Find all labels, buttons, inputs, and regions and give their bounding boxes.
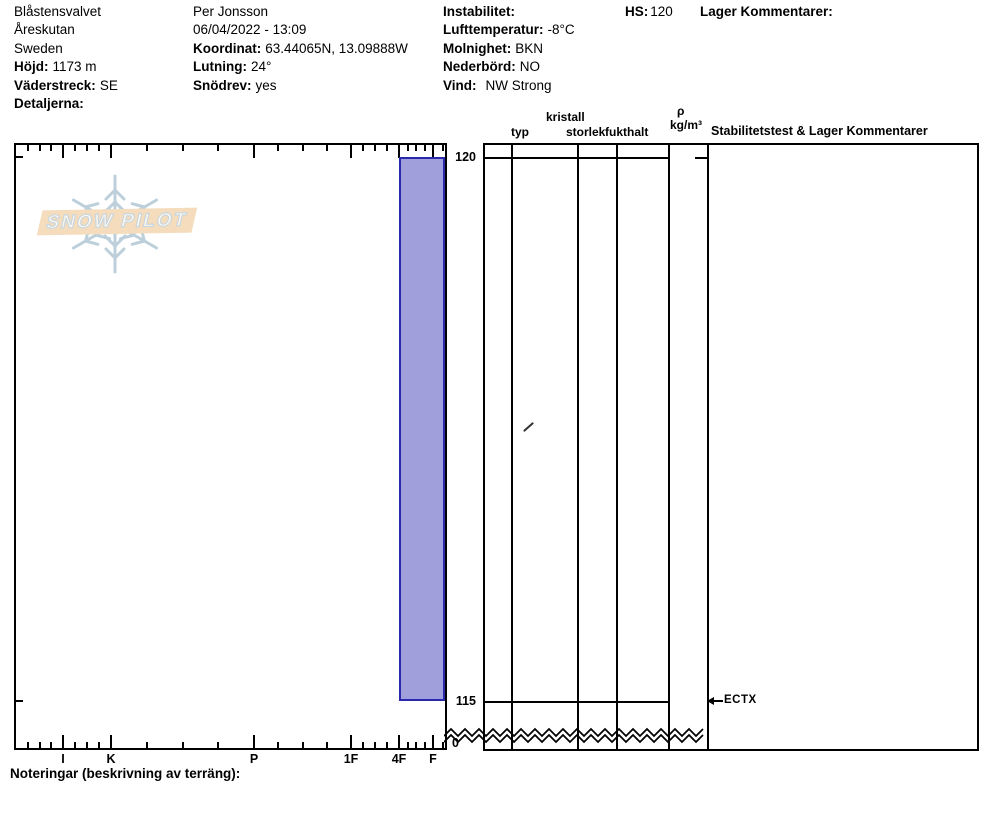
hardness-minor-tick <box>442 145 444 151</box>
hardness-minor-tick <box>27 145 29 151</box>
hardness-minor-tick <box>407 145 409 151</box>
hardness-major-tick <box>253 145 255 158</box>
site-country: Sweden <box>14 41 63 56</box>
hardness-minor-tick <box>182 145 184 151</box>
snow-height: HS: 120 <box>625 4 673 19</box>
conditions-wind: Vind: NW Strong <box>443 78 552 93</box>
hardness-minor-tick <box>86 145 88 151</box>
hardness-minor-tick <box>277 145 279 151</box>
column-header-storlek: storlek <box>566 125 606 139</box>
table-gridline <box>616 145 618 749</box>
observation-blowing-snow: Snödrev: yes <box>193 78 277 93</box>
hardness-minor-tick <box>326 742 328 748</box>
terrain-notes-label: Noteringar (beskrivning av terräng): <box>10 766 241 781</box>
site-mountain: Åreskutan <box>14 22 75 37</box>
density-axis-tick <box>695 157 707 159</box>
column-header-typ: typ <box>511 125 529 139</box>
hardness-scale-label-k: K <box>106 752 116 766</box>
hardness-minor-tick <box>302 145 304 151</box>
site-details: Detaljerna: <box>14 96 84 111</box>
layer-comments: Lager Kommentarer: <box>700 4 833 19</box>
column-header-rho-unit: kg/m³ <box>670 118 703 132</box>
hardness-major-tick <box>432 735 434 748</box>
site-elevation: Höjd: 1173 m <box>14 59 97 74</box>
hardness-minor-tick <box>217 742 219 748</box>
observation-coordinates: Koordinat: 63.44065N, 13.09888W <box>193 41 408 56</box>
hardness-minor-tick <box>217 145 219 151</box>
hardness-minor-tick <box>374 742 376 748</box>
hardness-minor-tick <box>39 742 41 748</box>
hardness-major-tick <box>110 145 112 158</box>
depth-label-115: 115 <box>455 694 476 708</box>
stability-test-result: ECTX <box>724 694 757 706</box>
observation-datetime: 06/04/2022 - 13:09 <box>193 22 307 37</box>
hardness-minor-tick <box>98 145 100 151</box>
site-name: Blåstensvalvet <box>14 4 102 19</box>
layer-bottom-line-115 <box>485 701 670 703</box>
hardness-major-tick <box>398 735 400 748</box>
column-header-stability: Stabilitetstest & Lager Kommentarer <box>711 124 928 138</box>
grain-type-symbol <box>523 422 534 432</box>
hardness-minor-tick <box>74 742 76 748</box>
hardness-minor-tick <box>39 145 41 151</box>
table-gridline <box>707 145 709 749</box>
ectx-arrow-line <box>713 700 723 702</box>
conditions-sky: Molnighet: BKN <box>443 41 543 56</box>
snow-layer-bar <box>399 157 445 701</box>
hardness-profile-chart <box>14 143 447 750</box>
hardness-minor-tick <box>277 742 279 748</box>
hardness-minor-tick <box>74 145 76 151</box>
hardness-minor-tick <box>302 742 304 748</box>
hardness-scale-label-1f: 1F <box>343 752 359 766</box>
hardness-scale-label-p: P <box>249 752 259 766</box>
snowpilot-watermark-text: SNOW PILOT <box>44 209 191 233</box>
hardness-minor-tick <box>326 145 328 151</box>
hardness-scale-label-i: I <box>61 752 65 766</box>
hardness-major-tick <box>62 735 64 748</box>
hardness-minor-tick <box>146 742 148 748</box>
column-header-fukthalt: fukthalt <box>605 125 649 139</box>
hardness-minor-tick <box>415 742 417 748</box>
hardness-minor-tick <box>424 145 426 151</box>
layer-top-line-120 <box>485 157 670 159</box>
hardness-minor-tick <box>415 145 417 151</box>
hardness-minor-tick <box>407 742 409 748</box>
depth-label-120: 120 <box>455 150 476 164</box>
depth-break-zigzag <box>444 727 708 745</box>
table-gridline <box>577 145 579 749</box>
observer-name: Per Jonsson <box>193 4 269 19</box>
hardness-minor-tick <box>50 742 52 748</box>
depth-axis-tick-120 <box>16 156 23 158</box>
hardness-minor-tick <box>50 145 52 151</box>
table-gridline <box>668 145 670 749</box>
hardness-major-tick <box>350 735 352 748</box>
hardness-minor-tick <box>362 742 364 748</box>
hardness-minor-tick <box>424 742 426 748</box>
hardness-minor-tick <box>98 742 100 748</box>
hardness-major-tick <box>253 735 255 748</box>
conditions-instability: Instabilitet: <box>443 4 516 19</box>
hardness-minor-tick <box>362 145 364 151</box>
hardness-minor-tick <box>182 742 184 748</box>
depth-label-0: 0 <box>452 736 459 750</box>
hardness-major-tick <box>62 145 64 158</box>
depth-axis-tick-115 <box>16 700 23 702</box>
hardness-scale-label-f: F <box>429 752 437 766</box>
hardness-minor-tick <box>27 742 29 748</box>
hardness-minor-tick <box>86 742 88 748</box>
hardness-minor-tick <box>386 145 388 151</box>
hardness-scale-label-4f: 4F <box>391 752 407 766</box>
hardness-minor-tick <box>374 145 376 151</box>
hardness-major-tick <box>110 735 112 748</box>
observation-slope: Lutning: 24° <box>193 59 272 74</box>
hardness-minor-tick <box>146 145 148 151</box>
table-gridline <box>511 145 513 749</box>
conditions-air-temp: Lufttemperatur: -8°C <box>443 22 575 37</box>
column-header-rho: ρ <box>677 104 685 118</box>
column-header-kristall: kristall <box>546 110 585 124</box>
layer-data-table <box>483 143 979 751</box>
hardness-major-tick <box>350 145 352 158</box>
snowpilot-watermark-banner <box>37 208 197 236</box>
site-aspect: Väderstreck: SE <box>14 78 118 93</box>
hardness-minor-tick <box>386 742 388 748</box>
conditions-precip: Nederbörd: NO <box>443 59 541 74</box>
